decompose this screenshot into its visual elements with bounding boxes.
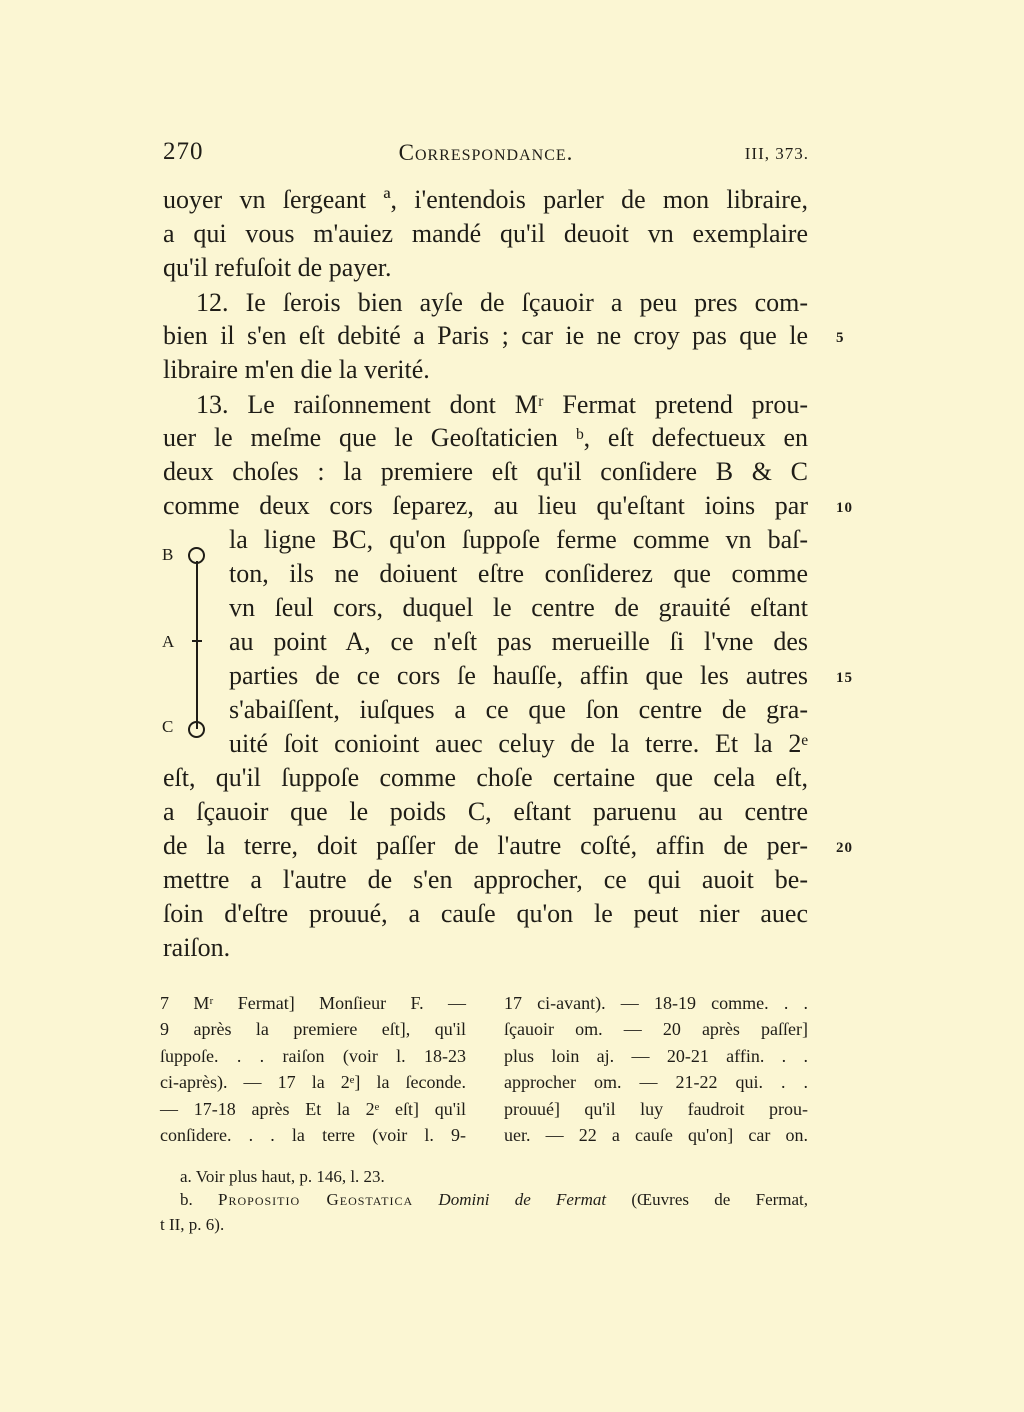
body-line: uité ſoit conioint auec celuy de la terre. Et la 2ᵉ bbox=[229, 729, 808, 758]
variant-note-line: approcher om. — 21-22 qui. . . bbox=[504, 1072, 808, 1093]
variant-note-line: — 17-18 après Et la 2ᵉ eſt] qu'il bbox=[160, 1098, 466, 1119]
body-line: a ſçauoir que le poids C, eſtant paruenu au centre bbox=[163, 797, 808, 826]
body-line: ſoin d'eſtre prouué, a cauſe qu'on le peut nier auec bbox=[163, 899, 808, 928]
variant-note-line: conſidere. . . la terre (voir l. 9- bbox=[160, 1125, 466, 1146]
margin-line-number: 20 bbox=[836, 840, 853, 856]
body-line: a qui vous m'auiez mandé qu'il deuoit vn exemplaire bbox=[163, 219, 808, 248]
body-line: mettre a l'autre de s'en approcher, ce qui auoit be- bbox=[163, 865, 808, 894]
variant-note-line: ſçauoir om. — 20 après paſſer] bbox=[504, 1019, 808, 1040]
page-number: 270 bbox=[163, 138, 204, 165]
running-head bbox=[163, 138, 809, 172]
body-line: la ligne BC, qu'on ſuppoſe ferme comme vn baſ- bbox=[229, 525, 808, 554]
variant-note-line: plus loin aj. — 20-21 affin. . . bbox=[504, 1045, 808, 1066]
footnote-b bbox=[180, 1187, 808, 1212]
footnote-b-title: Propositio Geostatica bbox=[218, 1190, 414, 1209]
figure-label-b: B bbox=[162, 545, 174, 564]
body-line: au point A, ce n'eſt pas merueille ſi l'vne des bbox=[229, 627, 808, 656]
margin-line-number: 5 bbox=[836, 330, 845, 346]
body-line: deux choſes : la premiere eſt qu'il conſidere B & C bbox=[163, 457, 808, 486]
footnote-b-continuation: t II, p. 6). bbox=[160, 1215, 225, 1234]
volume-reference: III, 373. bbox=[744, 144, 809, 163]
figure-weight-b bbox=[188, 547, 205, 564]
body-line: 12. Ie ſerois bien ayſe de ſçauoir a peu pres com- bbox=[196, 288, 808, 317]
figure-weight-c bbox=[188, 721, 205, 738]
lever-figure bbox=[160, 537, 220, 759]
body-line: comme deux cors ſeparez, au lieu qu'eſtant ioins par bbox=[163, 491, 808, 520]
variant-note-line: ci-après). — 17 la 2ᵉ] la ſeconde. bbox=[160, 1072, 466, 1093]
figure-rod bbox=[196, 561, 198, 729]
footnote-b-marker: b. bbox=[180, 1190, 193, 1209]
variant-note-line: 9 après la premiere eſt], qu'il bbox=[160, 1019, 466, 1040]
footnote-a: a. Voir plus haut, p. 146, l. 23. bbox=[180, 1167, 385, 1186]
running-title: Correspondance. bbox=[398, 140, 574, 165]
footnote-b-italic: Domini de Fermat bbox=[438, 1190, 607, 1209]
figure-label-c: C bbox=[162, 717, 174, 736]
variant-note-line: ſuppoſe. . . raiſon (voir l. 18-23 bbox=[160, 1045, 466, 1066]
variant-note-line: 17 ci-avant). — 18-19 comme. . . bbox=[504, 993, 808, 1013]
body-line: eſt, qu'il ſuppoſe comme choſe certaine que cela eſt, bbox=[163, 763, 808, 792]
footnote-b-rest: (Œuvres de Fermat, bbox=[631, 1190, 809, 1209]
body-line: vn ſeul cors, duquel le centre de grauité eſtant bbox=[229, 593, 808, 622]
body-line: libraire m'en die la verité. bbox=[163, 355, 430, 384]
margin-line-number: 15 bbox=[836, 670, 853, 686]
figure-point-a-mark bbox=[192, 640, 202, 642]
variant-note-line: uer. — 22 a cauſe qu'on] car on. bbox=[504, 1125, 808, 1146]
body-line: qu'il refuſoit de payer. bbox=[163, 253, 392, 282]
body-line: de la terre, doit paſſer de l'autre coſté, affin de per- bbox=[163, 831, 808, 860]
variant-note-line: prouué] qu'il luy faudroit prou- bbox=[504, 1098, 808, 1119]
variant-note-line: 7 Mʳ Fermat] Monſieur F. — bbox=[160, 993, 466, 1013]
variant-notes-left bbox=[160, 990, 466, 1148]
margin-line-number: 10 bbox=[836, 500, 853, 516]
figure-label-a: A bbox=[162, 632, 175, 651]
body-line: 13. Le raiſonnement dont Mʳ Fermat pretend prou- bbox=[196, 390, 808, 419]
body-line: uoyer vn ſergeant ª, i'entendois parler de mon libraire, bbox=[163, 185, 808, 214]
variant-notes-right bbox=[504, 990, 808, 1148]
body-line: raiſon. bbox=[163, 933, 231, 962]
body-line: uer le meſme que le Geoſtaticien ᵇ, eſt defectueux en bbox=[163, 423, 808, 452]
body-line: ton, ils ne doiuent eſtre conſiderez que comme bbox=[229, 559, 808, 588]
body-line: parties de ce cors ſe hauſſe, affin que les autres bbox=[229, 661, 808, 690]
body-line: s'abaiſſent, iuſques a ce que ſon centre de gra- bbox=[229, 695, 808, 724]
body-line: bien il s'en eſt debité a Paris ; car ie ne croy pas que le bbox=[163, 321, 808, 350]
